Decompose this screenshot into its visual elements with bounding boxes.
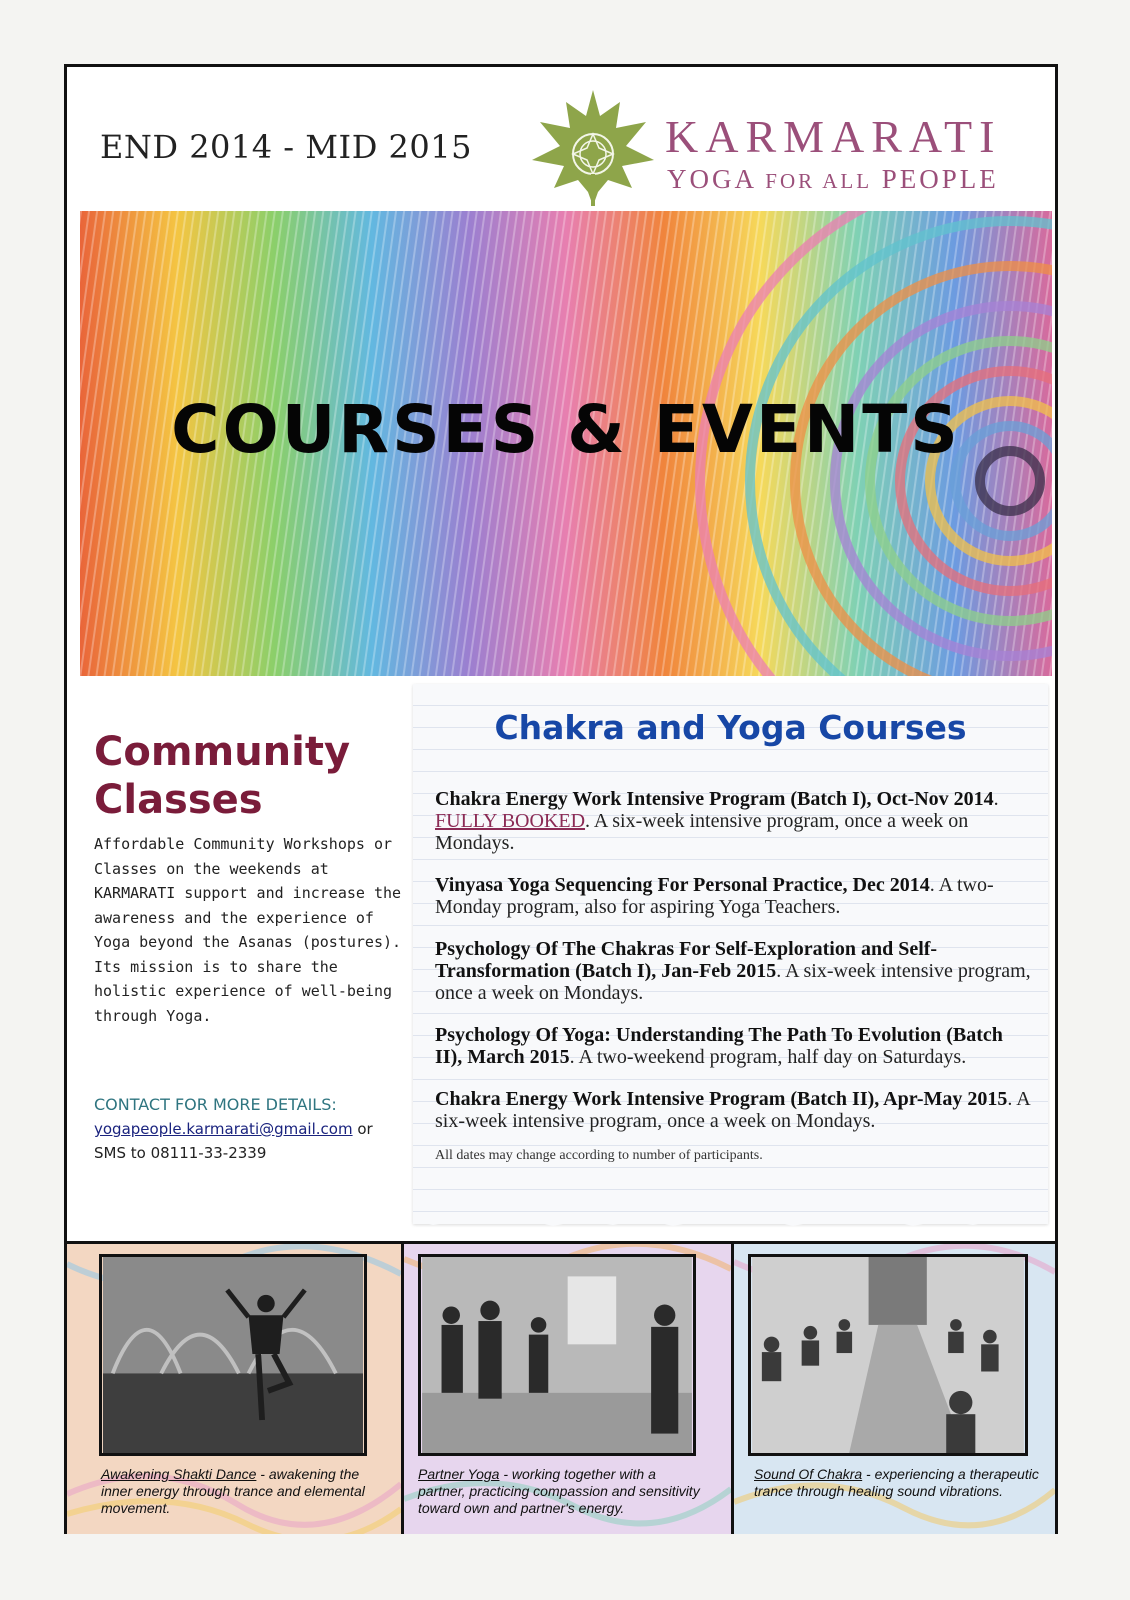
gallery-caption: Awakening Shakti Dance - awakening the inner energy through trance and elemental movement. <box>101 1466 365 1516</box>
partner-yoga-photo <box>418 1254 696 1456</box>
community-body: Affordable Community Workshops or Classes on the weekends at KARMARATI support and increase the awareness and the experience of Yoga beyond the Asanas (postures). Its mission is to share the holistic experience of well-being through Yoga. <box>94 835 402 1025</box>
course-item: Psychology Of The Chakras For Self-Exploration and Self-Transformation (Batch I), Jan-Feb 2015. A six-week intensive program, once a week on Mondays. <box>435 938 1031 1004</box>
hero-banner <box>80 211 1052 676</box>
leaf-logo-icon <box>528 88 658 208</box>
gallery-panel <box>67 1244 404 1534</box>
brand-tagline: YOGA FOR ALL PEOPLE <box>667 164 999 194</box>
course-item: Chakra Energy Work Intensive Program (Batch II), Apr-May 2015. A six-week intensive program, once a week on Mondays. <box>435 1088 1030 1132</box>
torn-paper-edge <box>413 1214 1048 1228</box>
sms-number: SMS to 08111-33-2339 <box>94 1144 267 1162</box>
courses-heading: Chakra and Yoga Courses <box>494 708 967 747</box>
gallery-strip <box>67 1241 1055 1534</box>
courses-paper <box>413 684 1048 1224</box>
date-range: END 2014 - MID 2015 <box>100 128 472 166</box>
email-link[interactable]: yogapeople.karmarati@gmail.com <box>94 1120 353 1138</box>
contact-block <box>94 1093 404 1165</box>
course-item: Vinyasa Yoga Sequencing For Personal Practice, Dec 2014. A two-Monday program, also for aspiring Yoga Teachers. <box>435 874 994 918</box>
or-text: or <box>352 1120 373 1138</box>
gallery-caption: Partner Yoga - working together with a partner, practicing compassion and sensitivity toward own and partner's energy. <box>418 1466 700 1516</box>
hero-title: COURSES & EVENTS <box>171 391 961 468</box>
gallery-caption: Sound Of Chakra - experiencing a therapeutic trance through healing sound vibrations. <box>754 1466 1039 1499</box>
course-item: Chakra Energy Work Intensive Program (Batch I), Oct-Nov 2014. FULLY BOOKED. A six-week intensive program, once a week on Mondays. <box>435 788 999 854</box>
brand-name: KARMARATI <box>665 111 1002 162</box>
course-list <box>435 788 1035 1164</box>
gallery-panel <box>404 1244 734 1534</box>
gallery-panel <box>734 1244 1055 1534</box>
fully-booked-link[interactable]: FULLY BOOKED <box>435 810 586 832</box>
sound-of-chakra-photo <box>748 1254 1028 1456</box>
community-heading: Community Classes <box>94 729 351 823</box>
contact-heading: CONTACT FOR MORE DETAILS: <box>94 1095 337 1114</box>
community-section <box>94 728 404 1028</box>
shakti-dance-photo <box>99 1254 367 1456</box>
course-item: Psychology Of Yoga: Understanding The Path To Evolution (Batch II), March 2015. A two-weekend program, half day on Saturdays. <box>435 1024 1003 1068</box>
dates-note: All dates may change according to number of participants. <box>435 1148 763 1163</box>
